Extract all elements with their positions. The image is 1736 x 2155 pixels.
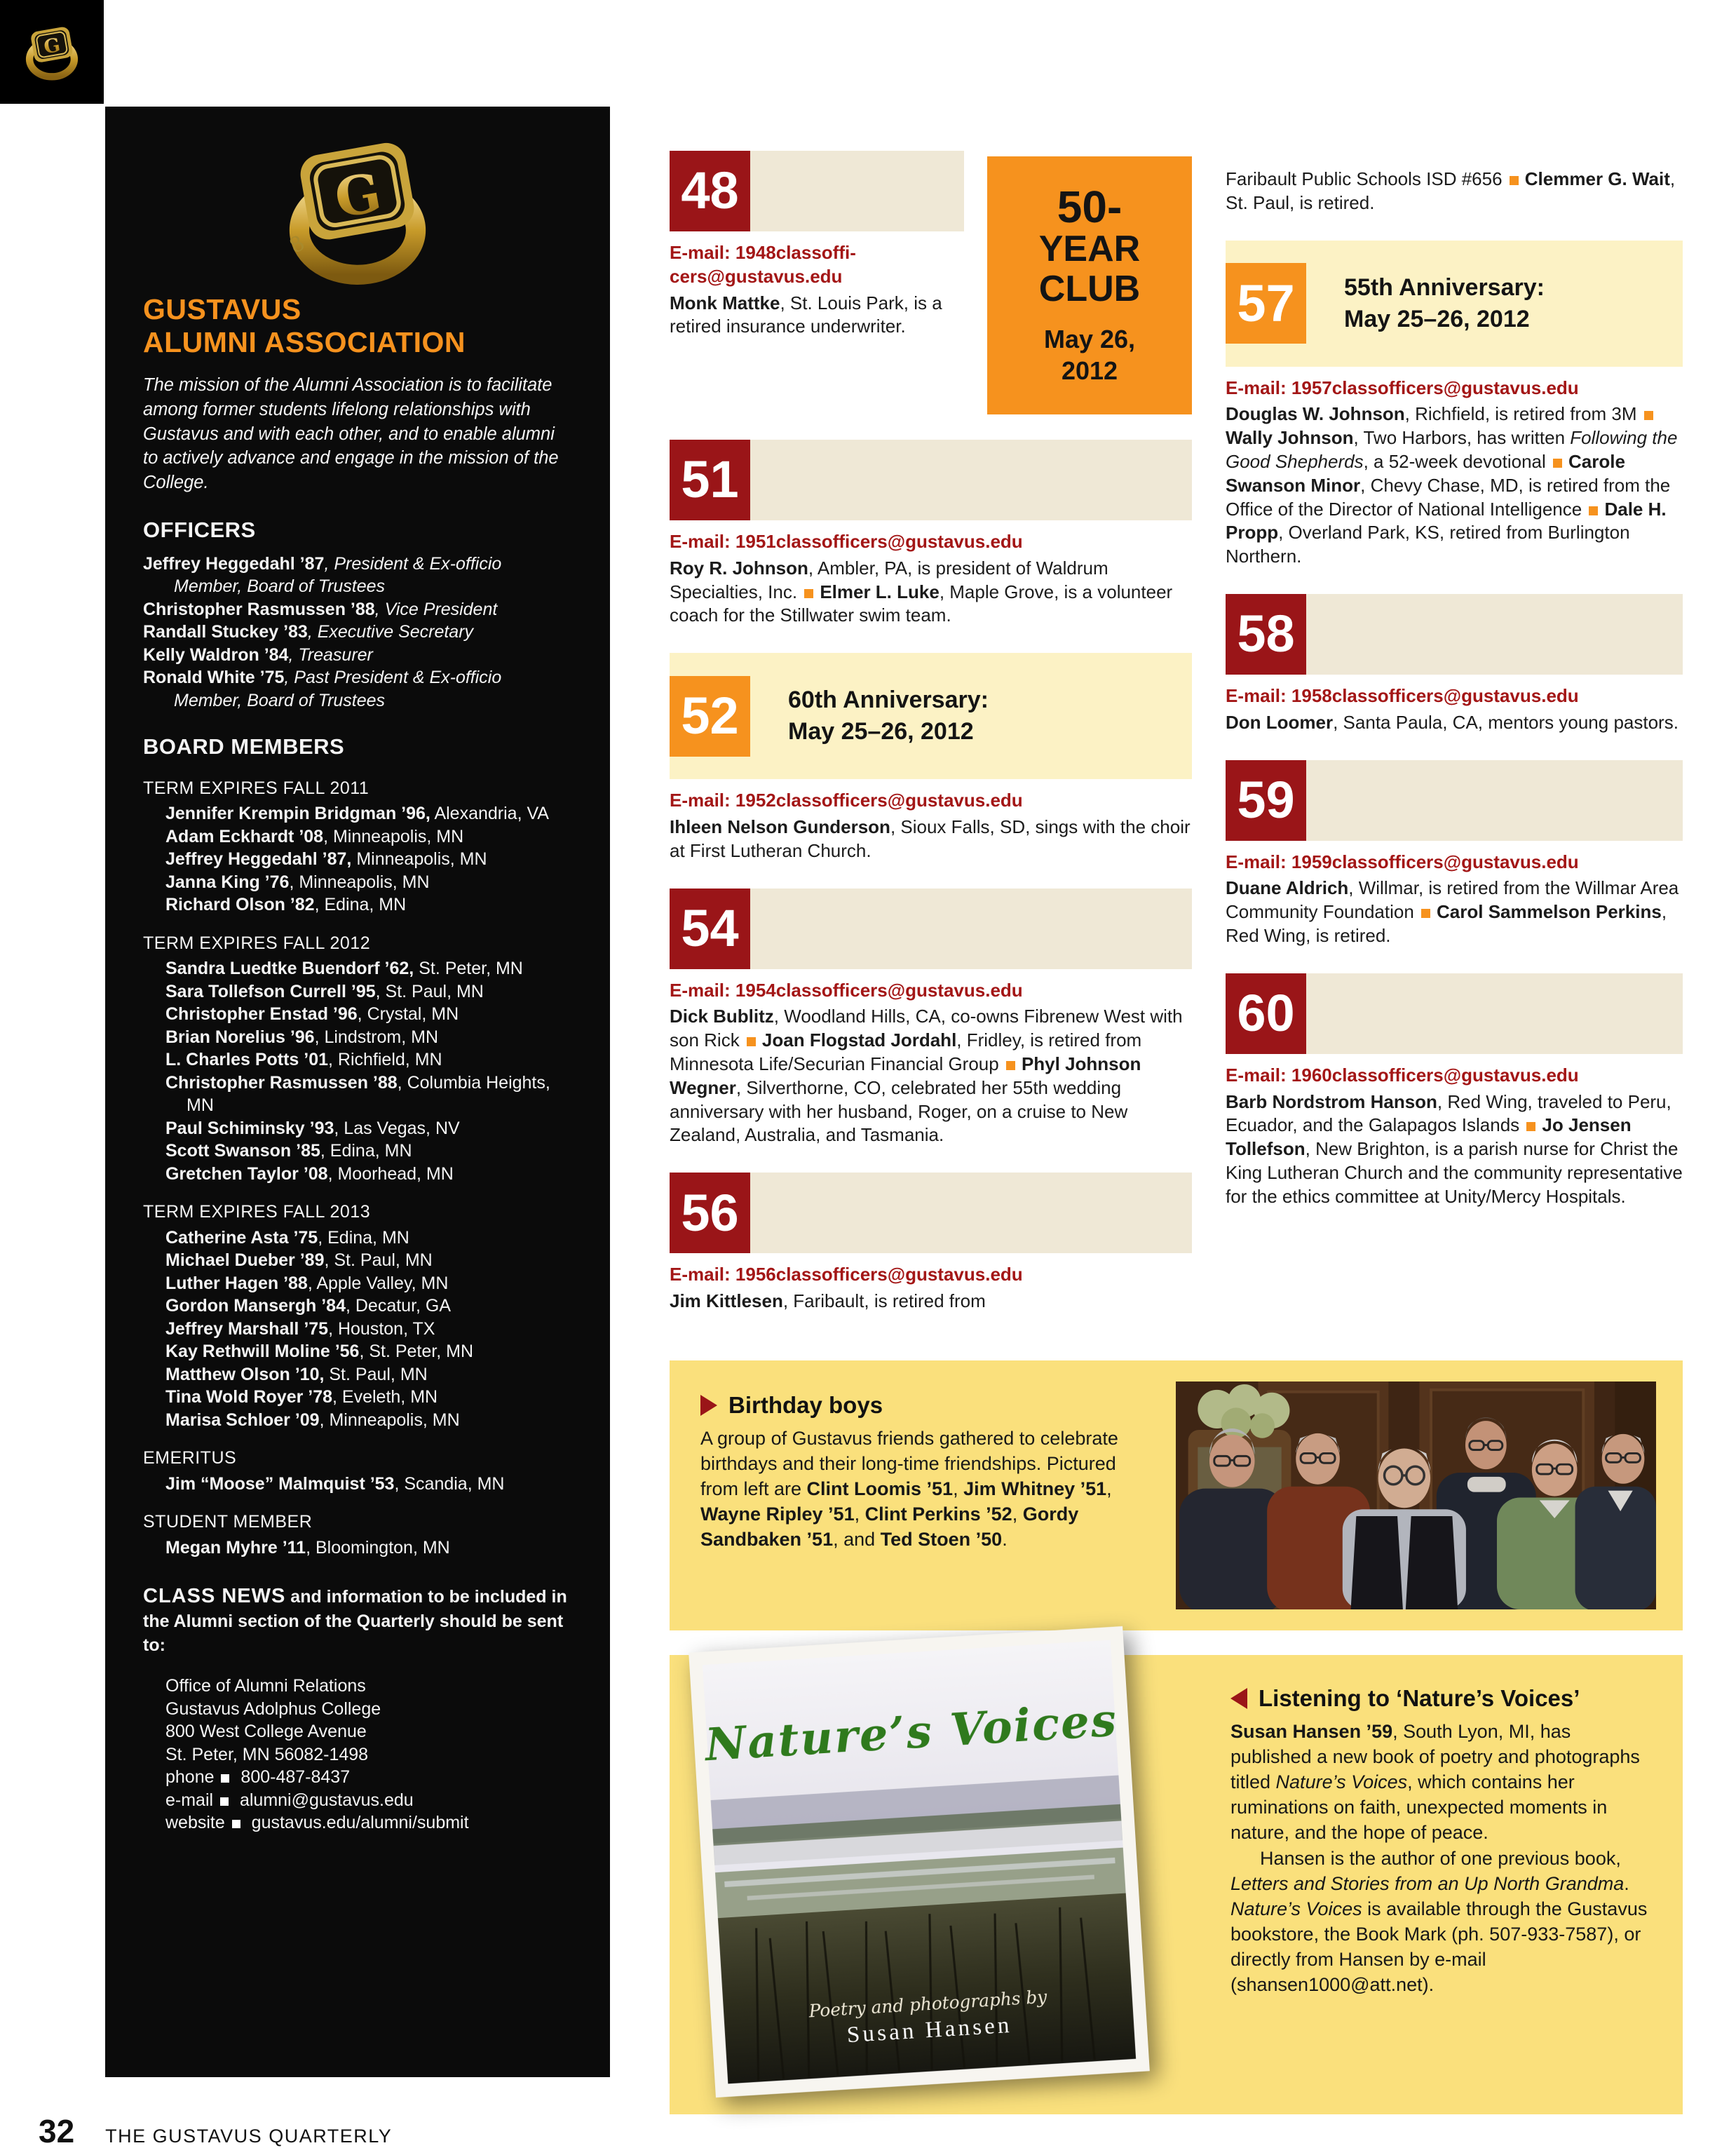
board-member: Marisa Schloer ’09, Minneapolis, MN: [165, 1410, 460, 1430]
svg-text:G: G: [330, 161, 386, 231]
board-member: Richard Olson ’82, Edina, MN: [165, 895, 407, 915]
class-1958-header: [1226, 594, 1683, 675]
board-member: Catherine Asta ’75, Edina, MN: [165, 1227, 409, 1248]
board-member: Kay Rethwill Moline ’56, St. Peter, MN: [165, 1342, 474, 1362]
class-1948-row: [670, 151, 1192, 414]
class-1952-notes: Ihleen Nelson Gunderson, Sioux Falls, SD, sings with the choir at First Lutheran Church.: [670, 816, 1191, 861]
header-band: [750, 1173, 1192, 1253]
student-member: Megan Myhre ’11, Bloomington, MN: [165, 1537, 450, 1558]
class-year-badge-60: [1226, 973, 1306, 1054]
square-bullet-icon: [232, 1820, 240, 1828]
class-1957-notes: Douglas W. Johnson, Richfield, is retired from 3M Wally Johnson, Two Harbors, has written Following the Good Shepherds, a 52-week devotional Carole Swanson Minor, Chevy Chase, MD, is retired from the Office of the Director of National Intelligence Dale H. Propp, Overland Park, KS, retired from Burlington Northern.: [1226, 403, 1678, 567]
board-member: Jeffrey Heggedahl ’87, Minneapolis, MN: [165, 849, 487, 870]
badge-number: 58: [1237, 604, 1295, 663]
badge-number: 48: [681, 161, 739, 220]
board-member: Brian Norelius ’96, Lindstrom, MN: [165, 1027, 439, 1047]
board-member: Scott Swanson ’85, Edina, MN: [165, 1141, 412, 1161]
badge-number: 51: [681, 450, 739, 509]
class-1959-email: E-mail: 1959classofficers@gustavus.edu: [1226, 851, 1579, 872]
class-section-1959: [1226, 760, 1683, 948]
header-band: [1306, 973, 1683, 1054]
class-1954-header: [670, 889, 1192, 969]
natures-voices-paragraph-2: Hansen is the author of one previous book, Letters and Stories from an Up North Grandma. Nature’s Voices is available through the Gustavus bookstore, the Book Mark (ph. 507-933-7587), or directly from Hansen by e-mail (shansen1000@att.net).: [1230, 1848, 1648, 1995]
address-line: St. Peter, MN 56082-1498: [165, 1744, 369, 1764]
triangle-right-icon: [700, 1395, 717, 1416]
class-1958-email: E-mail: 1958classofficers@gustavus.edu: [1226, 684, 1579, 706]
board-member: Adam Eckhardt ’08, Minneapolis, MN: [165, 826, 464, 846]
svg-text:G: G: [42, 34, 62, 59]
square-bullet-icon: [1006, 1061, 1015, 1070]
term-2012-label: TERM EXPIRES FALL 2012: [143, 933, 371, 953]
anniversary-line1: 55th Anniversary:: [1344, 273, 1545, 301]
page-footer: [39, 2112, 392, 2150]
emeritus-member: Jim “Moose” Malmquist ’53, Scandia, MN: [165, 1473, 505, 1494]
birthday-boys-text: [700, 1390, 1155, 1552]
sidebar-title-line1: GUSTAVUS: [143, 293, 301, 325]
class-1956-email: E-mail: 1956classofficers@gustavus.edu: [670, 1264, 1023, 1285]
address-line: Office of Alumni Relations: [165, 1676, 366, 1696]
class-news-intro-rest: and information to be included in the Alumni section of the Quarterly should be sent to:: [143, 1587, 567, 1655]
square-bullet-icon: [221, 1774, 229, 1783]
officer-entry: Ronald White ’75, Past President & Ex-officio Member, Board of Trustees: [143, 668, 502, 710]
class-1956-notes: Jim Kittlesen, Faribault, is retired from: [670, 1290, 986, 1311]
officer-entry: Christopher Rasmussen ’88, Vice President: [143, 599, 498, 619]
class-section-1952: [670, 653, 1192, 863]
birthday-boys-caption: A group of Gustavus friends gathered to celebrate birthdays and their long-time friendships. Pictured from left are Clint Loomis ’51, Jim Whitney ’51, Wayne Ripley ’51, Clint Perkins ’52, Gordy Sandbaken ’51, and Ted Stoen ’50.: [700, 1427, 1118, 1550]
badge-number: 54: [681, 898, 739, 957]
natures-voices-heading: [1230, 1683, 1651, 1714]
badge-number: 59: [1237, 770, 1295, 829]
header-band: [750, 440, 1192, 520]
class-year-badge-48: [670, 151, 750, 231]
club50-date1: May 26,: [1043, 325, 1136, 354]
corner-logo: [0, 0, 104, 104]
anniversary-line1: 60th Anniversary:: [788, 687, 989, 714]
header-band: [1306, 594, 1683, 675]
class-1948-email: E-mail: 1948classoffi-cers@gustavus.edu: [670, 242, 856, 287]
board-member: Sara Tollefson Currell ’95, St. Paul, MN: [165, 981, 484, 1001]
square-bullet-icon: [220, 1797, 229, 1806]
class-1952-email: E-mail: 1952classofficers@gustavus.edu: [670, 790, 1023, 811]
phone-line: phone 800-487-8437: [165, 1767, 351, 1788]
natures-voices-book-cover: [689, 1624, 1150, 2100]
class-section-1951: [670, 440, 1192, 628]
club50-line2: YEAR: [1038, 228, 1141, 269]
natures-voices-text: [1230, 1683, 1651, 1999]
board-member: Paul Schiminsky ’93, Las Vegas, NV: [165, 1118, 460, 1138]
class-ring-icon: [15, 21, 88, 83]
square-bullet-icon: [1526, 1122, 1535, 1131]
email-line: e-mail alumni@gustavus.edu: [165, 1790, 414, 1810]
class-section-1954: [670, 889, 1192, 1148]
anniversary-line2: May 25–26, 2012: [788, 718, 974, 745]
class-1951-header: [670, 440, 1192, 520]
class-section-1960: [1226, 973, 1683, 1209]
class-year-badge-52: [670, 676, 750, 757]
badge-number: 52: [681, 687, 739, 745]
class-news-column-left: [670, 151, 1192, 1339]
class-1957-email: E-mail: 1957classofficers@gustavus.edu: [1226, 377, 1579, 398]
class-1959-notes: Duane Aldrich, Willmar, is retired from the Willmar Area Community Foundation Carol Sammelson Perkins, Red Wing, is retired.: [1226, 877, 1679, 946]
class-1954-notes: Dick Bublitz, Woodland Hills, CA, co-owns Fibrenew West with son Rick Joan Flogstad Jordahl, Fridley, is retired from Minnesota Life/Securian Financial Group Phyl Johnson Wegner, Silverthorne, CO, celebrated her 55th wedding anniversary with her husband, Roger, on a cruise to New Zealand, Australia, and Tasmania.: [670, 1006, 1183, 1146]
anniversary-note: [750, 684, 989, 748]
birthday-boys-title: Birthday boys: [728, 1392, 883, 1418]
class-section-1957: [1226, 241, 1683, 569]
natures-voices-paragraph-1: Susan Hansen ’59, South Lyon, MI, has published a new book of poetry and photographs titled Nature’s Voices, which contains her ruminations on faith, unexpected moments in nature, and the hope of peace.: [1230, 1720, 1640, 1843]
class-year-badge-51: [670, 440, 750, 520]
square-bullet-icon: [747, 1037, 756, 1046]
class-news-column-right: [1226, 151, 1683, 1234]
class-1960-email: E-mail: 1960classofficers@gustavus.edu: [1226, 1064, 1579, 1086]
class-1956-notes-continued: Faribault Public Schools ISD #656 Clemmer G. Wait, St. Paul, is retired.: [1226, 168, 1676, 213]
square-bullet-icon: [804, 589, 813, 598]
board-members-heading: BOARD MEMBERS: [143, 734, 345, 759]
board-member: L. Charles Potts ’01, Richfield, MN: [165, 1050, 442, 1070]
badge-number: 60: [1237, 984, 1295, 1043]
class-year-badge-54: [670, 889, 750, 969]
board-member: Janna King ’76, Minneapolis, MN: [165, 872, 430, 892]
board-member: Gordon Mansergh ’84, Decatur, GA: [165, 1296, 452, 1316]
student-member-label: STUDENT MEMBER: [143, 1512, 313, 1532]
website-line: website gustavus.edu/alumni/submit: [165, 1813, 469, 1833]
class-section-1956: [670, 1173, 1192, 1313]
class-1951-notes: Roy R. Johnson, Ambler, PA, is president of Waldrum Specialties, Inc. Elmer L. Luke, Maple Grove, is a volunteer coach for the Stillwater swim team.: [670, 557, 1173, 626]
term-2011-label: TERM EXPIRES FALL 2011: [143, 778, 369, 798]
class-1954-email: E-mail: 1954classofficers@gustavus.edu: [670, 979, 1023, 1001]
board-member: Tina Wold Royer ’78, Eveleth, MN: [165, 1387, 438, 1407]
class-section-1958: [1226, 594, 1683, 735]
header-band: [1306, 760, 1683, 841]
club50-line1: 50-: [1057, 181, 1123, 232]
anniversary-line2: May 25–26, 2012: [1344, 305, 1530, 332]
badge-number: 57: [1237, 273, 1295, 332]
class-1960-notes: Barb Nordstrom Hanson, Red Wing, traveled to Peru, Ecuador, and the Galapagos Islands Jo Jensen Tollefson, New Brighton, is a parish nurse for Christ the King Lutheran Church and the community representative for the ethics committee at Unity/Mercy Hospitals.: [1226, 1090, 1683, 1207]
page-number: 32: [39, 2113, 75, 2149]
address-line: Gustavus Adolphus College: [165, 1698, 381, 1719]
board-member: Matthew Olson ’10, St. Paul, MN: [165, 1364, 428, 1384]
square-bullet-icon: [1553, 459, 1562, 468]
class-1958-notes: Don Loomer, Santa Paula, CA, mentors young pastors.: [1226, 711, 1679, 733]
birthday-boys-heading: [700, 1390, 1155, 1421]
term-2013-label: TERM EXPIRES FALL 2013: [143, 1202, 371, 1222]
sidebar-title-line2: ALUMNI ASSOCIATION: [143, 326, 466, 359]
header-band: [750, 889, 1192, 969]
square-bullet-icon: [1421, 909, 1430, 918]
class-year-badge-56: [670, 1173, 750, 1253]
board-member: Christopher Enstad ’96, Crystal, MN: [165, 1004, 459, 1025]
officer-entry: Jeffrey Heggedahl ’87, President & Ex-officio Member, Board of Trustees: [143, 553, 502, 597]
class-1948-notes: Monk Mattke, St. Louis Park, is a retired insurance underwriter.: [670, 292, 942, 337]
officer-entry: Randall Stuckey ’83, Executive Secretary: [143, 622, 474, 642]
class-1957-header: [1226, 241, 1683, 367]
anniversary-note: [1306, 272, 1545, 335]
officers-heading: OFFICERS: [143, 517, 256, 542]
badge-number: 56: [681, 1183, 739, 1242]
mission-statement: The mission of the Alumni Association is to facilitate among former students lifelong relationships with Gustavus and with each other, and to enable alumni to actively advance and engage in the mission of the College.: [143, 375, 559, 492]
class-news-intro: [143, 1583, 572, 1657]
board-member: Luther Hagen ’88, Apple Valley, MN: [165, 1273, 449, 1293]
square-bullet-icon: [1589, 506, 1598, 515]
birthday-boys-box: [670, 1360, 1683, 1630]
birthday-boys-photo: [1176, 1382, 1656, 1609]
board-member: Sandra Luedtke Buendorf ’62, St. Peter, MN: [165, 959, 523, 979]
class-ring-photo: [259, 136, 456, 285]
sidebar-title: [143, 293, 572, 359]
club50-date2: 2012: [1061, 356, 1118, 386]
square-bullet-icon: [1644, 411, 1653, 420]
natures-voices-title: Listening to ‘Nature’s Voices’: [1259, 1685, 1580, 1711]
address-line: 800 West College Avenue: [165, 1722, 367, 1742]
header-band: [750, 151, 964, 231]
class-1959-header: [1226, 760, 1683, 841]
class-1951-email: E-mail: 1951classofficers@gustavus.edu: [670, 531, 1023, 552]
club50-line3: CLUB: [1038, 269, 1141, 309]
publication-title: THE GUSTAVUS QUARTERLY: [105, 2126, 393, 2147]
board-member: Jeffrey Marshall ’75, Houston, TX: [165, 1318, 435, 1339]
board-member: Christopher Rasmussen ’88, Columbia Heights, MN: [165, 1072, 550, 1116]
natures-voices-box: [670, 1655, 1683, 2114]
class-1956-header: [670, 1173, 1192, 1253]
board-member: Gretchen Taylor ’08, Moorhead, MN: [165, 1163, 454, 1184]
class-year-badge-59: [1226, 760, 1306, 841]
class-1952-header: [670, 653, 1192, 779]
class-section-1948: [670, 151, 964, 339]
square-bullet-icon: [1510, 176, 1519, 185]
board-member: Michael Dueber ’89, St. Paul, MN: [165, 1250, 433, 1271]
class-1948-header: [670, 151, 964, 231]
officer-entry: Kelly Waldron ’84, Treasurer: [143, 644, 373, 665]
board-member: Jennifer Krempin Bridgman ’96, Alexandria, VA: [165, 804, 549, 824]
book-author: Susan Hansen: [846, 2012, 1013, 2048]
class-year-badge-57: [1226, 263, 1306, 344]
class-news-lead: CLASS NEWS: [143, 1585, 286, 1608]
class-1960-header: [1226, 973, 1683, 1054]
alumni-association-sidebar: [105, 107, 610, 2077]
book-title: Nature’s Voices: [703, 1694, 1119, 1772]
triangle-left-icon: [1230, 1688, 1247, 1709]
class-year-badge-58: [1226, 594, 1306, 675]
book-credit-line: Poetry and photographs by: [808, 1986, 1047, 2022]
fifty-year-club-box: [987, 156, 1192, 414]
emeritus-label: EMERITUS: [143, 1448, 237, 1468]
svg-text:8: 8: [285, 231, 309, 259]
